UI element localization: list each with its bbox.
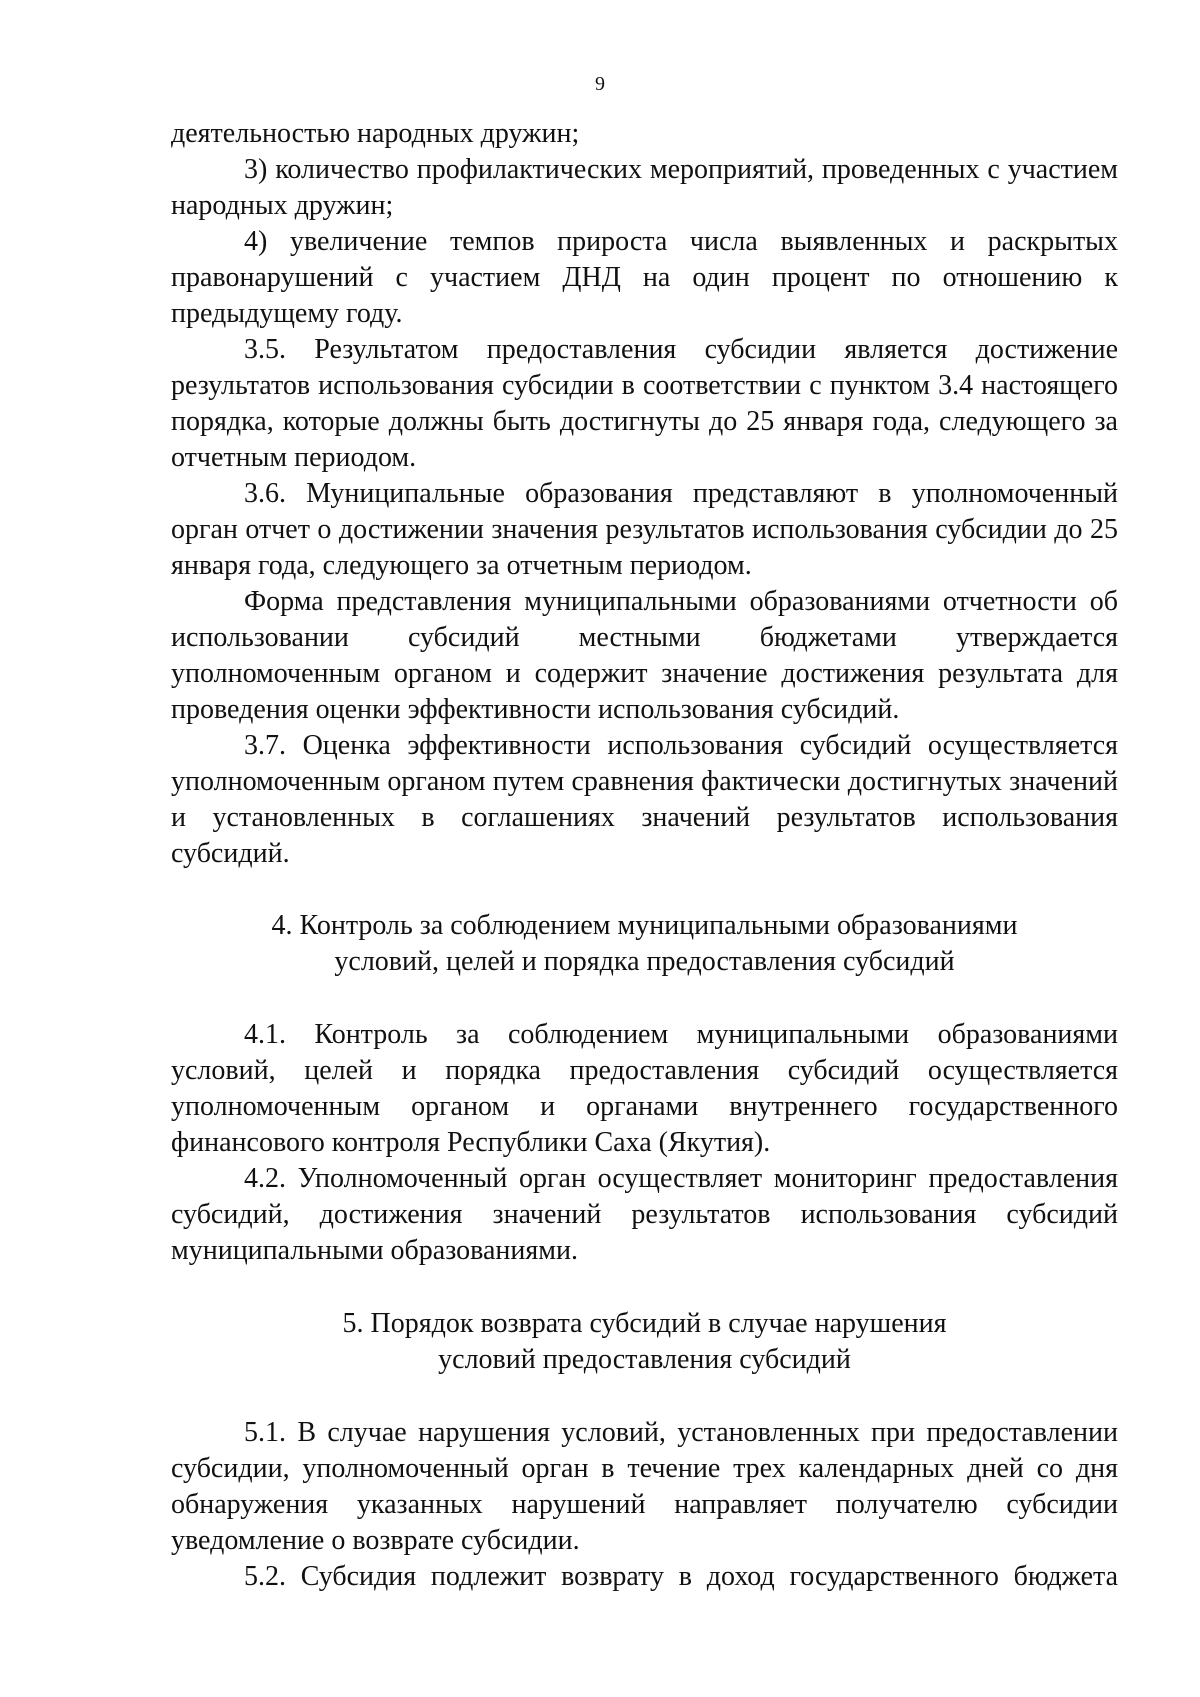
paragraph-continuation: деятельностью народных дружин;	[171, 118, 580, 149]
paragraph-5-1: 5.1. В случае нарушения условий, установленных при предоставлении субсидии, уполномоченный орган в течение трех календарных дней со дня обнаружения указанных нарушений направляет получателю субсидии уведомление о возврате субсидии.	[171, 1417, 1118, 1556]
page-number: 9	[595, 73, 605, 95]
document-body	[171, 116, 1118, 1595]
section-4-heading-line-1: 4. Контроль за соблюдением муниципальными образованиями	[271, 910, 1018, 941]
paragraph-item-4: 4) увеличение темпов прироста числа выявленных и раскрытых правонарушений с участием ДНД на один процент по отношению к предыдущему году.	[171, 226, 1118, 329]
paragraph-3-6: 3.6. Муниципальные образования представляют в уполномоченный орган отчет о достижении значения результатов использования субсидии до 25 января года, следующего за отчетным периодом.	[171, 478, 1118, 581]
paragraph-item-3: 3) количество профилактических мероприятий, проведенных с участием народных дружин;	[171, 154, 1118, 221]
paragraph-5-2: 5.2. Субсидия подлежит возврату в доход государственного бюджета	[244, 1561, 1118, 1592]
section-4-heading	[171, 908, 1118, 980]
paragraph-report-form: Форма представления муниципальными образованиями отчетности об использовании субсидий местными бюджетами утверждается уполномоченным органом и содержит значение достижения результата для проведения оценки эффективности использования субсидий.	[171, 586, 1118, 725]
section-4-heading-line-2: условий, целей и порядка предоставления субсидий	[334, 946, 955, 977]
section-5-heading-line-2: условий предоставления субсидий	[438, 1344, 851, 1375]
paragraph-3-7: 3.7. Оценка эффективности использования субсидий осуществляется уполномоченным органом путем сравнения фактически достигнутых значений и установленных в соглашениях значений результатов использования субсидий.	[171, 730, 1118, 869]
section-5-heading	[171, 1306, 1118, 1378]
section-5-heading-line-1: 5. Порядок возврата субсидий в случае нарушения	[342, 1308, 947, 1339]
paragraph-3-5: 3.5. Результатом предоставления субсидии является достижение результатов использования субсидии в соответствии с пунктом 3.4 настоящего порядка, которые должны быть достигнуты до 25 января года, следующего за отчетным периодом.	[171, 334, 1118, 473]
paragraph-4-2: 4.2. Уполномоченный орган осуществляет мониторинг предоставления субсидий, достижения значений результатов использования субсидий муниципальными образованиями.	[171, 1163, 1118, 1266]
paragraph-4-1: 4.1. Контроль за соблюдением муниципальными образованиями условий, целей и порядка предоставления субсидий осуществляется уполномоченным органом и органами внутреннего государственного финансового контроля Республики Саха (Якутия).	[171, 1019, 1118, 1158]
